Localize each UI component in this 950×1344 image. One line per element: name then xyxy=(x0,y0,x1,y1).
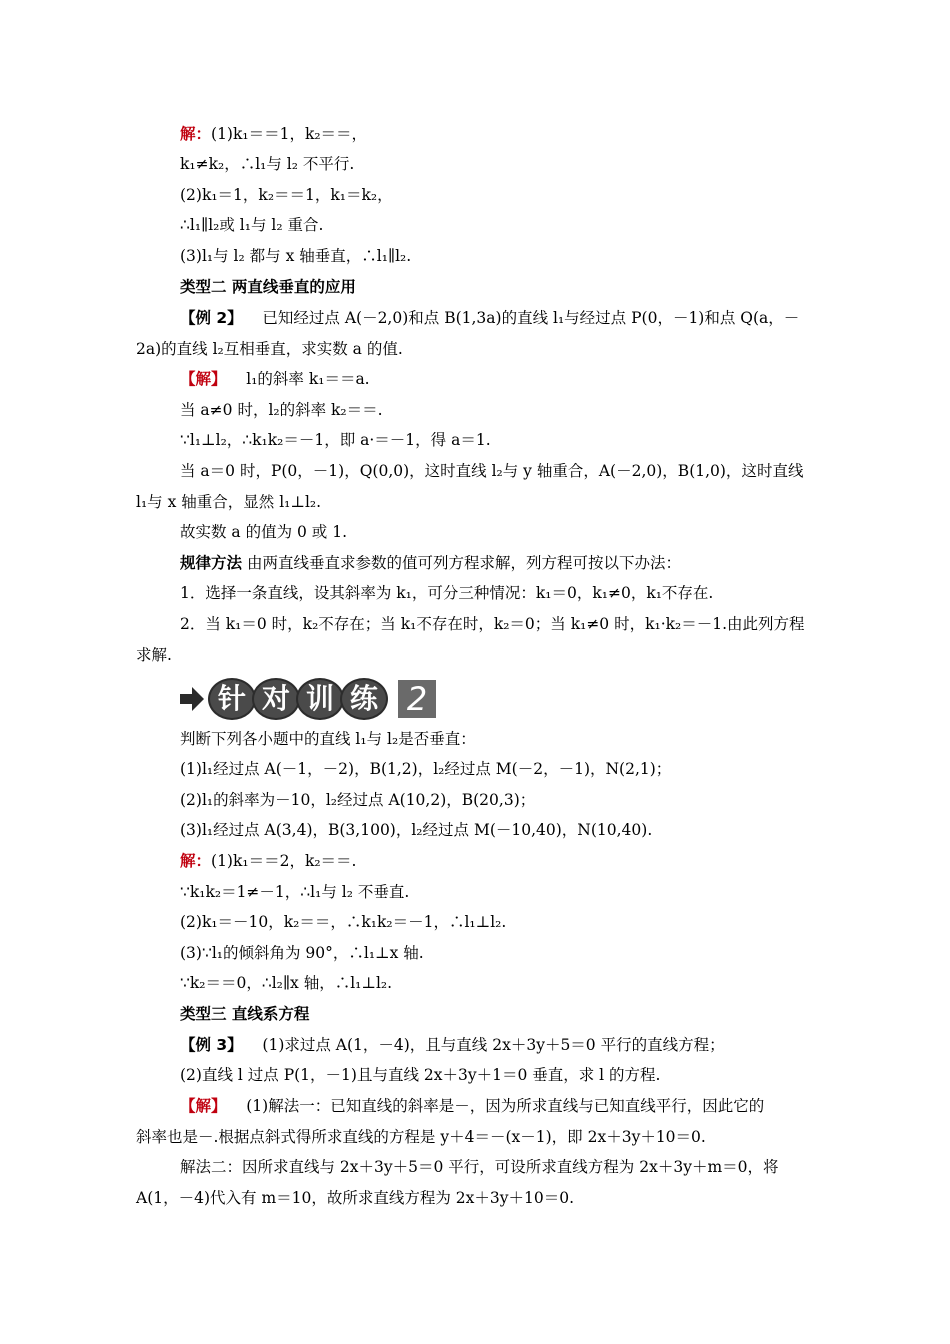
practice-solution-5: ∵k₂＝＝0，∴l₂∥x 轴，∴l₁⊥l₂. xyxy=(180,974,393,992)
practice-solution-4: (3)∵l₁的倾斜角为 90°，∴l₁⊥x 轴. xyxy=(180,944,424,962)
solution-2-line-2: 当 a≠0 时，l₂的斜率 k₂＝＝. xyxy=(180,401,383,419)
practice-solution-2: ∵k₁k₂＝1≠－1，∴l₁与 l₂ 不垂直. xyxy=(180,883,410,901)
section-heading-2: 类型二 两直线垂直的应用 xyxy=(180,278,356,296)
line-3: (2)k₁＝1，k₂＝＝1，k₁＝k₂， xyxy=(180,186,393,204)
line-2: k₁≠k₂，∴l₁与 l₂ 不平行. xyxy=(180,155,355,173)
arrow-right-icon xyxy=(180,686,204,712)
solution-3-line-4: A(1，－4)代入有 m＝10，故所求直线方程为 2x＋3y＋10＝0. xyxy=(136,1189,575,1207)
practice-solution-3: (2)k₁＝－10，k₂＝＝，∴k₁k₂＝－1，∴l₁⊥l₂. xyxy=(180,913,507,931)
banner-char: 练 xyxy=(340,678,388,720)
solution-label: 【解】 xyxy=(180,370,227,388)
solution-label: 【解】 xyxy=(180,1097,227,1115)
example-2-label: 【例 2】 xyxy=(180,309,243,327)
banner-number: 2 xyxy=(398,680,436,718)
solution-2-line-6: 故实数 a 的值为 0 或 1. xyxy=(180,523,348,541)
practice-line-2: (1)l₁经过点 A(－1，－2)，B(1,2)，l₂经过点 M(－2，－1)，N(2,1)； xyxy=(180,760,672,778)
practice-line-3: (2)l₁的斜率为－10，l₂经过点 A(10,2)，B(20,3)； xyxy=(180,791,536,809)
practice-line-1: 判断下列各小题中的直线 l₁与 l₂是否垂直： xyxy=(180,730,476,748)
solution-2-line-3: ∵l₁⊥l₂，∴k₁k₂＝－1，即 a·＝－1，得 a＝1. xyxy=(180,431,491,449)
banner-char: 对 xyxy=(252,678,300,720)
example-2-line-2: 2a)的直线 l₂互相垂直，求实数 a 的值. xyxy=(136,340,403,358)
solution-3-line-3: 解法二：因所求直线与 2x＋3y＋5＝0 平行，可设所求直线方程为 2x＋3y＋m＝0，将 xyxy=(180,1158,779,1176)
solution-2-line-1: 【解】 l₁的斜率 k₁＝＝a. xyxy=(180,370,370,388)
example-2-line-1: 【例 2】 已知经过点 A(－2,0)和点 B(1,3a)的直线 l₁与经过点 P(0，－1)和点 Q(a，－ xyxy=(180,309,800,327)
banner-char: 针 xyxy=(208,678,256,720)
line-5: (3)l₁与 l₂ 都与 x 轴垂直，∴l₁∥l₂. xyxy=(180,247,412,265)
solution-2-line-4: 当 a＝0 时，P(0，－1)，Q(0,0)，这时直线 l₂与 y 轴重合，A(－2,0)，B(1,0)，这时直线 xyxy=(180,462,804,480)
solution-3-line-2: 斜率也是－.根据点斜式得所求直线的方程是 y＋4＝－(x－1)，即 2x＋3y＋10＝0. xyxy=(136,1128,706,1146)
example-3-label: 【例 3】 xyxy=(180,1036,243,1054)
solution-3-line-1: 【解】 (1)解法一：已知直线的斜率是－，因为所求直线与已知直线平行，因此它的 xyxy=(180,1097,765,1115)
practice-banner xyxy=(180,679,436,719)
solution-label: 解： xyxy=(180,852,212,870)
practice-solution-1: 解：(1)k₁＝＝2，k₂＝＝. xyxy=(180,852,357,870)
method-line-3: 2．当 k₁＝0 时，k₂不存在；当 k₁不存在时，k₂＝0；当 k₁≠0 时，k₁·k₂＝－1.由此列方程 xyxy=(180,615,805,633)
method-line-2: 1．选择一条直线，设其斜率为 k₁，可分三种情况：k₁＝0，k₁≠0，k₁不存在. xyxy=(180,584,714,602)
method-line-1: 规律方法 由两直线垂直求参数的值可列方程求解，列方程可按以下办法： xyxy=(180,554,681,572)
line-1: 解：(1)k₁＝＝1，k₂＝＝， xyxy=(180,125,368,143)
solution-2-line-5: l₁与 x 轴重合，显然 l₁⊥l₂. xyxy=(136,493,322,511)
practice-line-4: (3)l₁经过点 A(3,4)，B(3,100)，l₂经过点 M(－10,40)，N(10,40). xyxy=(180,821,653,839)
method-label: 规律方法 xyxy=(180,554,243,572)
solution-label: 解： xyxy=(180,125,212,143)
example-3-line-1: 【例 3】 (1)求过点 A(1，－4)，且与直线 2x＋3y＋5＝0 平行的直线方程； xyxy=(180,1036,725,1054)
banner-char: 训 xyxy=(296,678,344,720)
section-heading-3: 类型三 直线系方程 xyxy=(180,1005,310,1023)
method-line-4: 求解. xyxy=(136,646,172,664)
line-4: ∴l₁∥l₂或 l₁与 l₂ 重合. xyxy=(180,216,324,234)
example-3-line-2: (2)直线 l 过点 P(1，－1)且与直线 2x＋3y＋1＝0 垂直，求 l 的方程. xyxy=(180,1066,661,1084)
